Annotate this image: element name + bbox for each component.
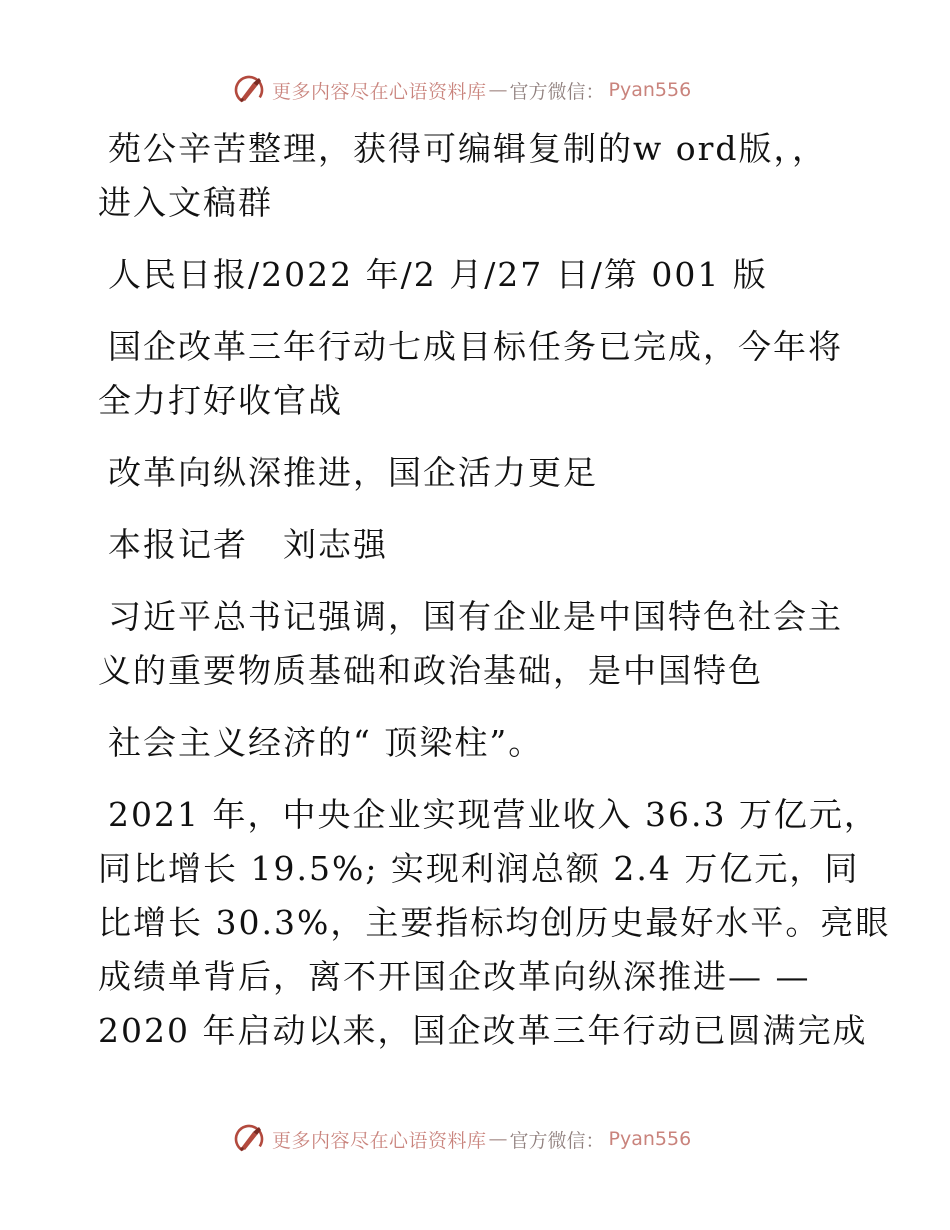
paragraph-line: 义的重要物质基础和政治基础，是中国特色 bbox=[98, 651, 763, 690]
watermark-header bbox=[232, 72, 691, 108]
watermark-slogan: 更多内容尽在心语资料库 bbox=[272, 80, 487, 103]
quill-pen-logo-icon bbox=[232, 73, 266, 107]
watermark-wechat-id: Pyan556 bbox=[608, 79, 692, 101]
paragraph-line: 2020 年启动以来，国企改革三年行动已圆满完成 bbox=[98, 1011, 868, 1050]
paragraph-line: 比增长 30.3%，主要指标均创历史最好水平。亮眼 bbox=[98, 903, 891, 942]
watermark-wechat-id: Pyan556 bbox=[608, 1128, 692, 1150]
paragraph-line: 2021 年，中央企业实现营业收入 36.3 万亿元， bbox=[108, 795, 879, 834]
paragraph-line: 习近平总书记强调，国有企业是中国特色社会主 bbox=[108, 597, 843, 636]
watermark-wechat-label: 官方微信： bbox=[509, 80, 605, 103]
watermark-slogan: 更多内容尽在心语资料库 bbox=[272, 1129, 487, 1152]
watermark-separator: — bbox=[488, 79, 508, 101]
headline: 国企改革三年行动七成目标任务已完成，今年将 bbox=[108, 327, 843, 366]
quill-pen-logo-icon bbox=[232, 1122, 266, 1156]
watermark-footer bbox=[232, 1121, 691, 1157]
watermark-separator: — bbox=[488, 1128, 508, 1150]
paragraph-line: 成绩单背后，离不开国企改革向纵深推进— — bbox=[98, 957, 811, 996]
subheadline: 改革向纵深推进，国企活力更足 bbox=[108, 453, 598, 492]
intro-line: 苑公辛苦整理，获得可编辑复制的w ord版，， bbox=[108, 129, 828, 168]
paragraph-line: 同比增长 19.5%; 实现利润总额 2.4 万亿元，同 bbox=[98, 849, 860, 888]
source-line: 人民日报/2022 年/2 月/27 日/第 001 版 bbox=[108, 255, 768, 294]
intro-line: 进入文稿群 bbox=[98, 183, 273, 222]
document-body bbox=[98, 122, 891, 1058]
headline: 全力打好收官战 bbox=[98, 381, 343, 420]
paragraph-line: 社会主义经济的“ 顶梁柱”。 bbox=[108, 723, 544, 762]
watermark-wechat-label: 官方微信： bbox=[509, 1129, 605, 1152]
byline: 本报记者 刘志强 bbox=[108, 525, 388, 564]
